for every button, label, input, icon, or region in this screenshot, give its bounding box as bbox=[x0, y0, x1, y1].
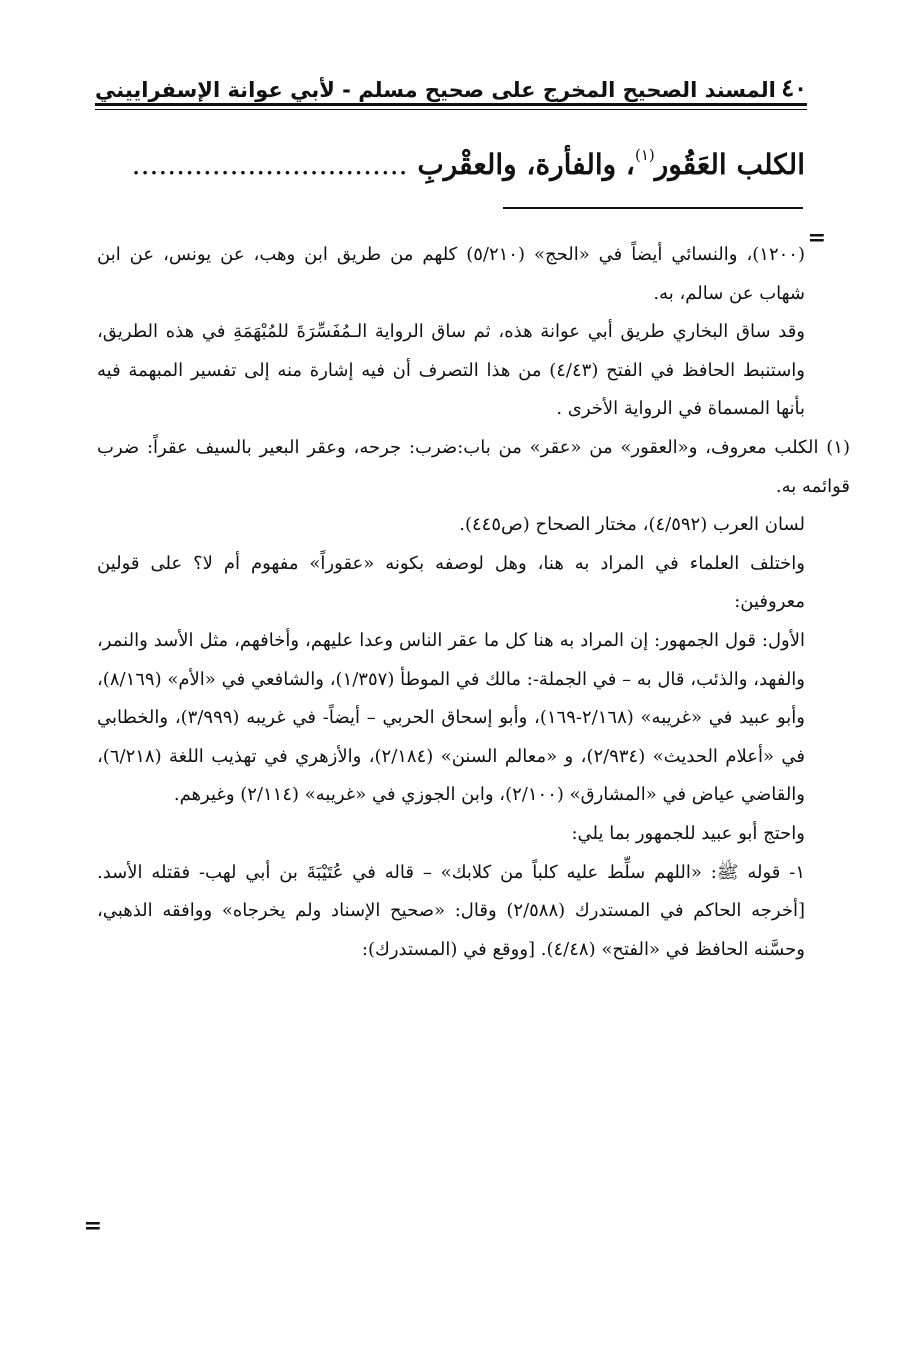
main-text-start: الكلب العَقُور bbox=[654, 148, 805, 181]
main-text bbox=[101, 126, 805, 194]
main-text-end: ، والفأرة، والعقْربِ bbox=[417, 148, 635, 181]
footnote-paragraph: لسان العرب (٤/٥٩٢)، مختار الصحاح (ص٤٤٥). bbox=[459, 514, 805, 536]
footnote-paragraph: واحتج أبو عبيد للجمهور بما يلي: bbox=[571, 822, 805, 844]
footnote-paragraph: واختلف العلماء في المراد به هنا، وهل لوصفه بكونه «عقوراً» مفهوم أم لا؟ على قولين معروفين: bbox=[97, 552, 805, 613]
continued-from-previous-mark: = bbox=[807, 225, 826, 251]
footnote-reference: (١) bbox=[634, 146, 655, 164]
page-number: ٤٠ bbox=[781, 73, 807, 102]
footnote-separator bbox=[503, 207, 803, 209]
footnote-1-start: (١) الكلب معروف، و«العقور» من «عقر» من باب:ضرب: جرحه، وعقر البعير بالسيف عقراً: ضرب قوائمه به. bbox=[97, 436, 850, 497]
footnote-paragraph: وقد ساق البخاري طريق أبي عوانة هذه، ثم ساق الرواية الـمُفَسِّرَةَ للمُبْهَمَةِ في هذه الطريق، واستنبط الحافظ في الفتح (٤/٤٣) من هذا التصرف أن فيه إشارة منه إلى تفسير المبهمة فيه بأنها المسماة في الرواية الأخرى . bbox=[97, 321, 806, 420]
footnote-paragraph: (١٢٠٠)، والنسائي أيضاً في «الحج» (٥/٢١٠) كلهم من طريق ابن وهب، عن يونس، عن ابن شهاب عن سالم، به. bbox=[97, 244, 805, 304]
header-rule-thin bbox=[95, 109, 807, 110]
running-title: المسند الصحيح المخرج على صحيح مسلم - لأبي عوانة الإسفراييني bbox=[95, 78, 776, 102]
continuation-dots: ............................... bbox=[131, 148, 408, 181]
footnote-paragraph: ١- قوله ﷺ: «اللهم سلِّط عليه كلباً من كلابك» – قاله في عُتَيْبَةَ بن أبي لهب- فقتله الأسد. [أخرجه الحاكم في المستدرك (٢/٥٨٨) وقال: «صحيح الإسناد ولم يخرجاه» ووافقه الذهبي، وحسَّنه الحافظ في «الفتح» (٤/٤٨). [ووقع في (المستدرك): bbox=[97, 861, 806, 960]
continues-next-page-mark: = bbox=[83, 1213, 102, 1239]
footnote-paragraph: الأول: قول الجمهور: إن المراد به هنا كل ما عقر الناس وعدا عليهم، وأخافهم، مثل الأسد والنمر، والفهد، والذئب، قال به – في الجملة-: مالك في الموطأ (١/٣٥٧)، والشافعي في «الأم» (٨/١٦٩)، وأبو عبيد في «غريبه» (٢/١٦٨-١٦٩)، وأبو إسحاق الحربي – أيضاً- في غريبه (٣/٩٩٩)، والخطابي في «أعلام الحديث» (٢/٩٣٤)، و «معالم السنن» (٢/١٨٤)، والأزهري في تهذيب اللغة (٦/٢١٨)، والقاضي عياض في «المشارق» (٢/١٠٠)، وابن الجوزي في «غريبه» (٢/١١٤) وغيرهم. bbox=[97, 629, 806, 806]
page-header bbox=[95, 70, 807, 102]
footnotes bbox=[97, 236, 850, 969]
header-rule-thick bbox=[95, 103, 807, 106]
